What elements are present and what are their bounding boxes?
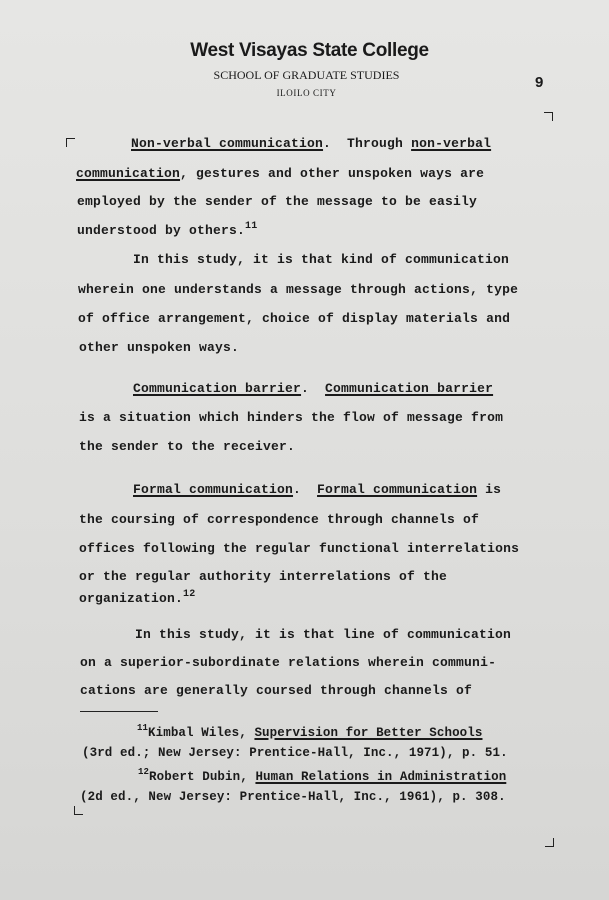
term-heading: Formal communication	[133, 482, 294, 497]
college-name: West Visayas State College	[190, 40, 429, 61]
footnote-ref: 11	[245, 221, 258, 232]
term-heading: Non-verbal communication	[131, 136, 324, 151]
footnote-number: 11	[137, 723, 149, 733]
body-line: In this study, it is that line of communication	[135, 627, 512, 642]
body-line: on a superior-subordinate relations wherein communi-	[80, 655, 497, 670]
body-line: In this study, it is that kind of communication	[133, 252, 510, 267]
definition-line: Communication barrier. Communication barrier	[133, 381, 494, 396]
definition-line: Formal communication. Formal communication is	[133, 482, 502, 497]
crop-mark-bottom-right	[545, 838, 554, 847]
crop-mark-top-right	[544, 112, 553, 121]
footnote-ref: 12	[183, 589, 196, 600]
body-line: cations are generally coursed through channels of	[80, 683, 473, 698]
definition-line: Non-verbal communication. Through non-verbal	[131, 136, 492, 151]
footnote-separator	[80, 711, 158, 712]
body-line: understood by others.$^{11}$	[77, 221, 258, 238]
body-line: the coursing of correspondence through channels of	[79, 512, 480, 527]
footnote: $^{12}$Robert Dubin, Human Relations in Administration	[138, 767, 507, 784]
school-name: SCHOOL OF GRADUATE STUDIES	[213, 68, 400, 82]
footnote-line: (3rd ed.; New Jersey: Prentice-Hall, Inc., 1971), p. 51.	[82, 746, 508, 760]
body-line: of office arrangement, choice of display materials and	[78, 311, 511, 326]
body-line: offices following the regular functional interrelations	[79, 541, 520, 556]
crop-mark-top-left	[66, 138, 75, 147]
body-line: other unspoken ways.	[79, 340, 240, 355]
body-line: communication, gestures and other unspoken ways are	[76, 166, 485, 181]
body-line: employed by the sender of the message to be easily	[77, 194, 478, 209]
term-heading: Communication barrier	[133, 381, 302, 396]
footnote-title: Human Relations in Administration	[255, 770, 507, 784]
body-line: or the regular authority interrelations of the	[79, 569, 448, 584]
crop-mark-bottom-left	[74, 806, 83, 815]
body-line: wherein one understands a message through actions, type	[78, 282, 519, 297]
footnote: $^{11}$Kimbal Wiles, Supervision for Better Schools	[137, 723, 483, 740]
footnote-number: 12	[138, 767, 150, 777]
city-name: ILOILO CITY	[276, 88, 337, 98]
page-number: 9	[535, 74, 544, 91]
body-line: organization.$^{12}$	[79, 589, 196, 606]
body-line: is a situation which hinders the flow of message from	[79, 410, 504, 425]
body-line: the sender to the receiver.	[79, 439, 296, 454]
footnote-title: Supervision for Better Schools	[254, 726, 483, 740]
footnote-line: (2d ed., New Jersey: Prentice-Hall, Inc., 1961), p. 308.	[80, 790, 506, 804]
